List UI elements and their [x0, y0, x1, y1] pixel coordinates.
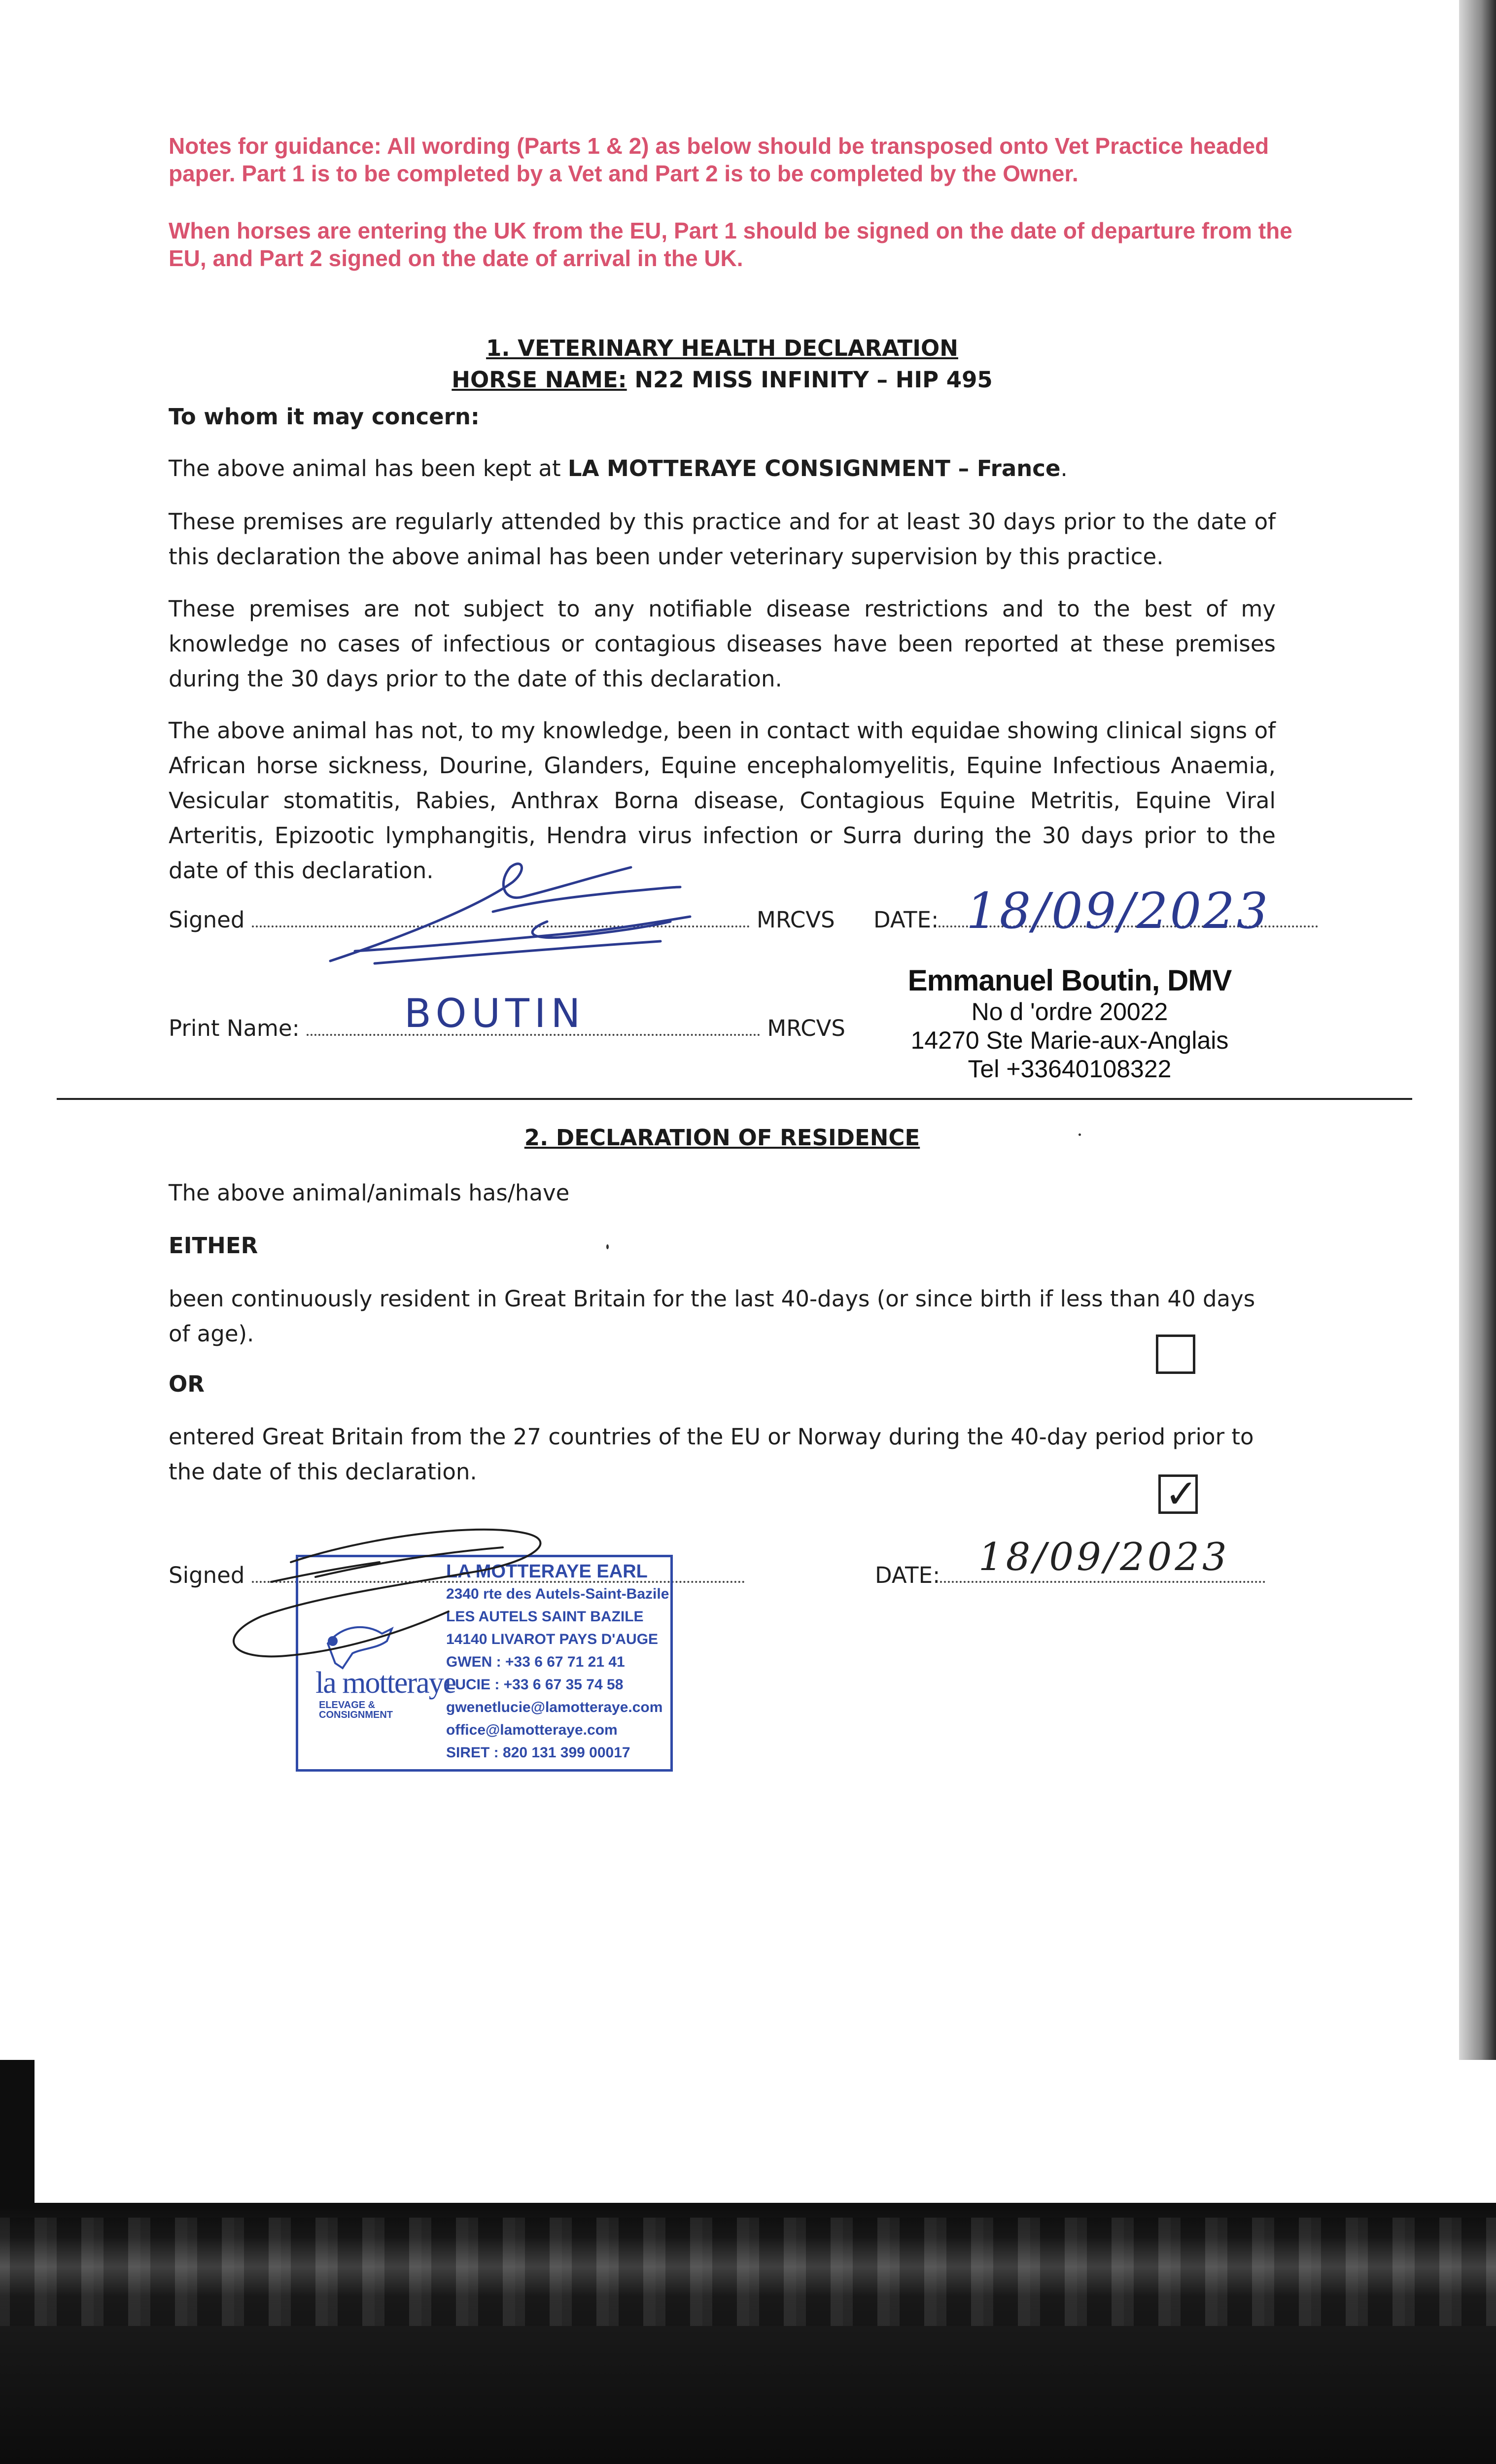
- owner-signature: [217, 1518, 611, 1676]
- stamp-brand-sub: ELEVAGE & CONSIGNMENT: [319, 1700, 393, 1720]
- guidance-note-1: Notes for guidance: All wording (Parts 1 & 2) as below should be transposed onto Vet Practice headed paper. Part 1 is to be completed by a Vet and Part 2 is to be completed by the Owner.: [169, 133, 1269, 186]
- contact-paragraph: The above animal has not, to my knowledge, been in contact with equidae showing clinical signs of African horse sickness, Dourine, Glanders, Equine encephalomyelitis, Equine Infectious Anaemia, Vesicular stomatitis, Rabies, Anthrax Borna disease, Contagious Equine Metritis, Equine Viral Arteritis, Epizootic lymphangitis, Hendra virus infection or Surra during the 30 days prior to the date of this declaration.: [169, 718, 1276, 884]
- vet-print-mrcvs: MRCVS: [767, 1015, 845, 1041]
- vet-signed-mrcvs: MRCVS: [757, 907, 835, 933]
- option2-text: entered Great Britain from the 27 countries of the EU or Norway during the 40-day period prior to the date of this declaration.: [169, 1424, 1254, 1485]
- option1-text: been continuously resident in Great Britain for the last 40-days (or since birth if less than 40 days of age).: [169, 1286, 1255, 1347]
- owner-date-handwritten: 18/09/2023: [978, 1535, 1230, 1579]
- stamp-siret: SIRET : 820 131 399 00017: [446, 1745, 630, 1761]
- scan-speck: [606, 1244, 609, 1249]
- vet-signed-label: Signed: [169, 907, 245, 933]
- part2-title: 2. DECLARATION OF RESIDENCE: [524, 1125, 920, 1151]
- stamp-brand: la motteraye: [315, 1666, 456, 1700]
- either-label: EITHER: [169, 1232, 258, 1259]
- horse-name-line: [169, 367, 1276, 393]
- restrictions-paragraph: These premises are not subject to any notifiable disease restrictions and to the best of my knowledge no cases of infectious or contagious diseases have been reported at these premises during the 30 days prior to the date of this declaration.: [169, 596, 1276, 692]
- vet-date-label: DATE:: [873, 907, 939, 933]
- horse-name-label: HORSE NAME:: [452, 367, 627, 393]
- part1-title: 1. VETERINARY HEALTH DECLARATION: [486, 335, 958, 361]
- owner-date-label: DATE:: [875, 1562, 940, 1588]
- stamp-address2: LES AUTELS SAINT BAZILE: [446, 1608, 644, 1625]
- salutation: To whom it may concern:: [169, 404, 480, 430]
- stamp-address1: 2340 rte des Autels-Saint-Bazile: [446, 1586, 669, 1602]
- scan-edge: [1459, 0, 1496, 2060]
- vet-stamp-address: 14270 Ste Marie-aux-Anglais: [910, 1027, 1229, 1054]
- guidance-note-2: When horses are entering the UK from the EU, Part 1 should be signed on the date of departure from the EU, and Part 2 signed on the date of arrival in the UK.: [169, 218, 1292, 271]
- part2-intro: The above animal/animals has/have: [169, 1180, 570, 1206]
- vet-stamp-order: No d 'ordre 20022: [971, 998, 1168, 1026]
- vet-stamp-tel: Tel +33640108322: [968, 1055, 1172, 1083]
- stamp-gwen: GWEN : +33 6 67 71 21 41: [446, 1654, 625, 1670]
- owner-signed-label: Signed: [169, 1562, 245, 1588]
- stamp-address3: 14140 LIVAROT PAYS D'AUGE: [446, 1631, 659, 1647]
- kept-at-paragraph: The above animal has been kept at LA MOTTERAYE CONSIGNMENT – France.: [169, 455, 1068, 481]
- section-divider: [57, 1098, 1412, 1100]
- vet-print-name-handwritten: BOUTIN: [404, 991, 586, 1036]
- vet-signature: [315, 848, 700, 976]
- vet-print-name-label: Print Name:: [169, 1015, 300, 1041]
- scan-bottom-band: [0, 2060, 1496, 2464]
- horse-name-value: N22 MISS INFINITY – HIP 495: [634, 367, 993, 393]
- vet-stamp: [902, 963, 1237, 1083]
- stamp-company: LA MOTTERAYE EARL: [446, 1561, 648, 1582]
- stamp-email2: office@lamotteraye.com: [446, 1722, 618, 1738]
- stamp-email1: gwenetlucie@lamotteraye.com: [446, 1699, 663, 1715]
- scan-speck: [1079, 1133, 1081, 1136]
- option2-checkbox[interactable]: [1158, 1471, 1198, 1517]
- or-label: OR: [169, 1371, 205, 1397]
- vet-date-handwritten: 18/09/2023: [966, 882, 1270, 940]
- stamp-lucie: LUCIE : +33 6 67 35 74 58: [446, 1677, 624, 1693]
- vet-stamp-name: Emmanuel Boutin, DMV: [907, 964, 1232, 997]
- check-icon: ✓: [1165, 1471, 1198, 1517]
- premises-paragraph: These premises are regularly attended by this practice and for at least 30 days prior to the date of this declaration the above animal has been under veterinary supervision by this practice.: [169, 509, 1276, 570]
- kept-place: LA MOTTERAYE CONSIGNMENT – France: [567, 455, 1061, 481]
